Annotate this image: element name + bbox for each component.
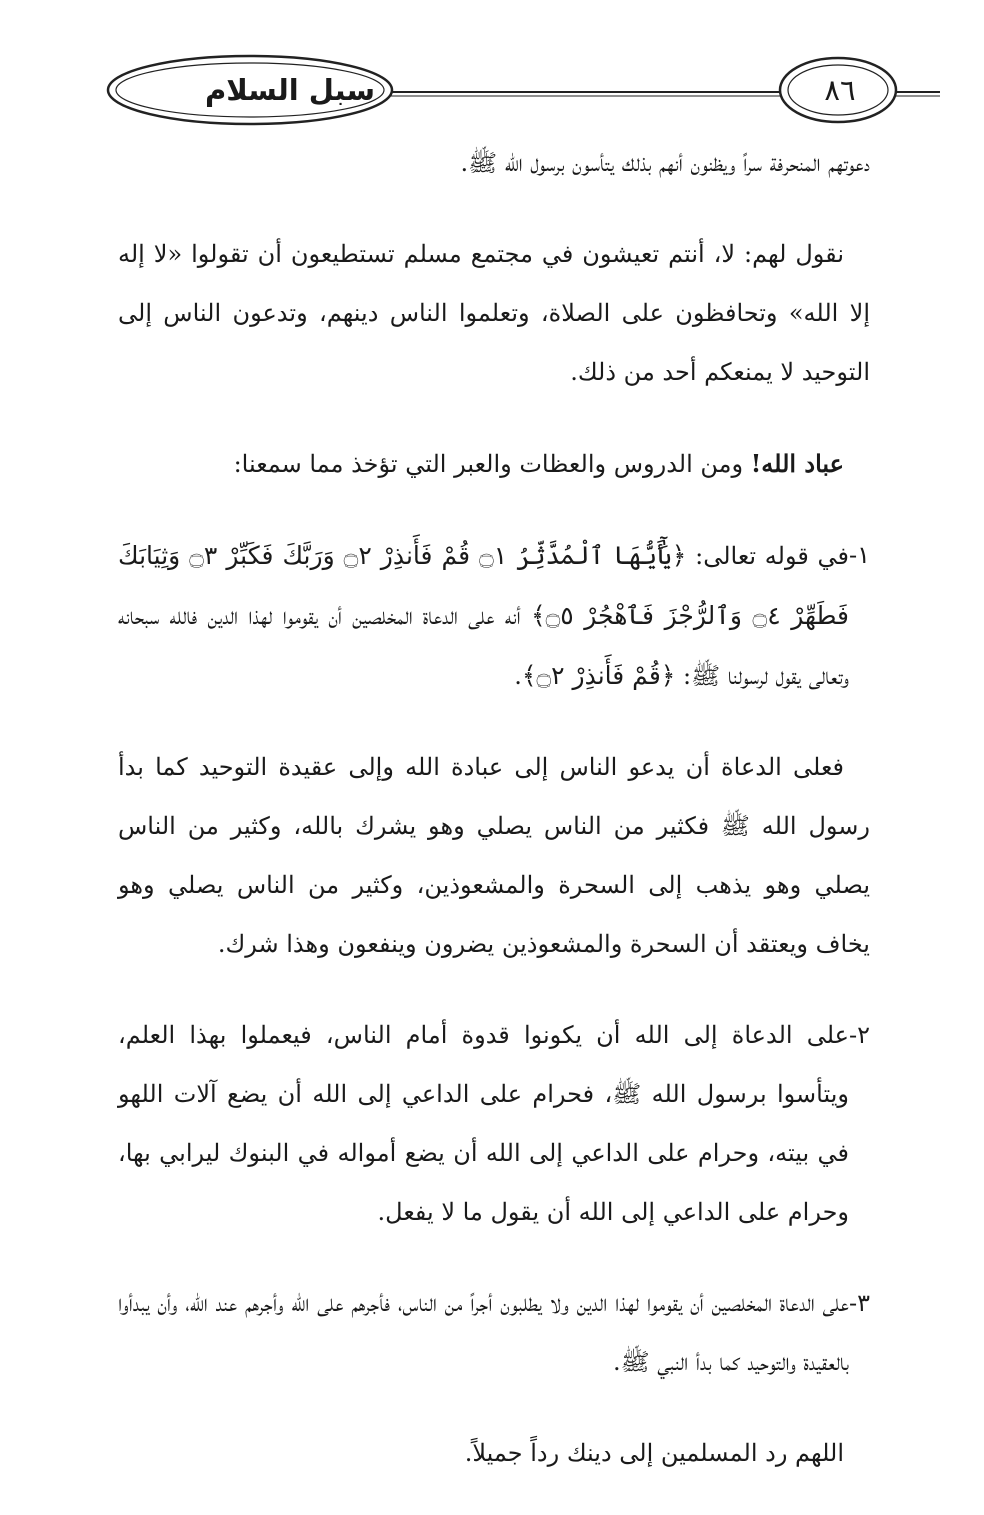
list-item-2 xyxy=(118,1006,870,1242)
item-1-end: . xyxy=(514,662,522,690)
paragraph-2: نقول لهم: لا، أنتم تعيشون في مجتمع مسلم تستطيعون أن تقولوا «لا إله إلا الله» وتحافظون على الصلاة، وتعلموا الناس دينهم، وتدعون الناس إلى التوحيد لا يمنعكم أحد من ذلك. xyxy=(118,240,870,386)
list-item-2-text: على الدعاة إلى الله أن يكونوا قدوة أمام الناس، فيعملوا بهذا العلم، ويتأسوا برسول الله ﷺ، فحرام على الداعي إلى الله أن يضع آلات اللهو في بيته، وحرام على الداعي إلى الله أن يضع أمواله في البنوك ليرابي بها، وحرام على الداعي إلى الله أن يقول ما لا يفعل. xyxy=(118,1021,850,1226)
list-item-1-text xyxy=(118,526,849,706)
book-title: سبل السلام xyxy=(205,73,375,107)
list-item-1 xyxy=(118,526,870,706)
list-item-2-number: ٢- xyxy=(849,1021,870,1049)
item-1-body: أنه على الدعاة المخلصين أن يقوموا لهذا الدين فالله سبحانه وتعالى يقول لرسولنا ﷺ: xyxy=(118,602,849,690)
paragraph-4: فعلى الدعاة أن يدعو الناس إلى عبادة الله وإلى عقيدة التوحيد كما بدأ رسول الله ﷺ فكثير من الناس يصلي وهو يشرك بالله، وكثير من الناس يصلي وهو يذهب إلى السحرة والمشعوذين، وكثير من الناس يصلي وهو يخاف ويعتقد أن السحرة والمشعوذين يضرون وينفعون وهذا شرك. xyxy=(118,753,870,958)
quran-verse-1: ﴿يَٰٓأَيُّهَا ٱلْمُدَّثِّرُ ۝١ قُمْ فَأَنذِرْ ۝٢ وَرَبَّكَ فَكَبِّرْ ۝٣ وَثِيَابَكَ فَطَهِّرْ ۝٤ وَٱلرُّجْزَ فَٱهْجُرْ ۝٥﴾ xyxy=(118,541,849,630)
paragraph-3-text: ومن الدروس والعظات والعبر التي تؤخذ مما سمعنا: xyxy=(233,450,751,478)
list-item-3-text: على الدعاة المخلصين أن يقوموا لهذا الدين ولا يطلبون أجراً من الناس، فأجرهم على الله وأجرهم عند الله، وأن يبدأوا بالعقيدة والتوحيد كما بدأ النبي ﷺ. xyxy=(118,1289,849,1376)
paragraph-3 xyxy=(118,434,870,494)
item-1-intro: في قوله تعالى: xyxy=(686,542,850,570)
paragraph-1: دعوتهم المنحرفة سراً ويظنون أنهم بذلك يتأسون برسول الله ﷺ. xyxy=(460,149,870,177)
list-item-3 xyxy=(118,1274,870,1392)
list-item-1-number: ١- xyxy=(849,541,870,569)
list-item-3-number: ٣- xyxy=(849,1289,870,1317)
quran-verse-2: ﴿قُمْ فَأَنذِرْ ۝٢﴾ xyxy=(521,661,676,690)
page-number: ٨٦ xyxy=(824,73,856,107)
address-lead: عباد الله! xyxy=(750,449,844,478)
closing-prayer: اللهم رد المسلمين إلى دينك رداً جميلاً. xyxy=(464,1439,844,1467)
page-body xyxy=(118,134,870,1515)
running-header xyxy=(0,0,984,140)
